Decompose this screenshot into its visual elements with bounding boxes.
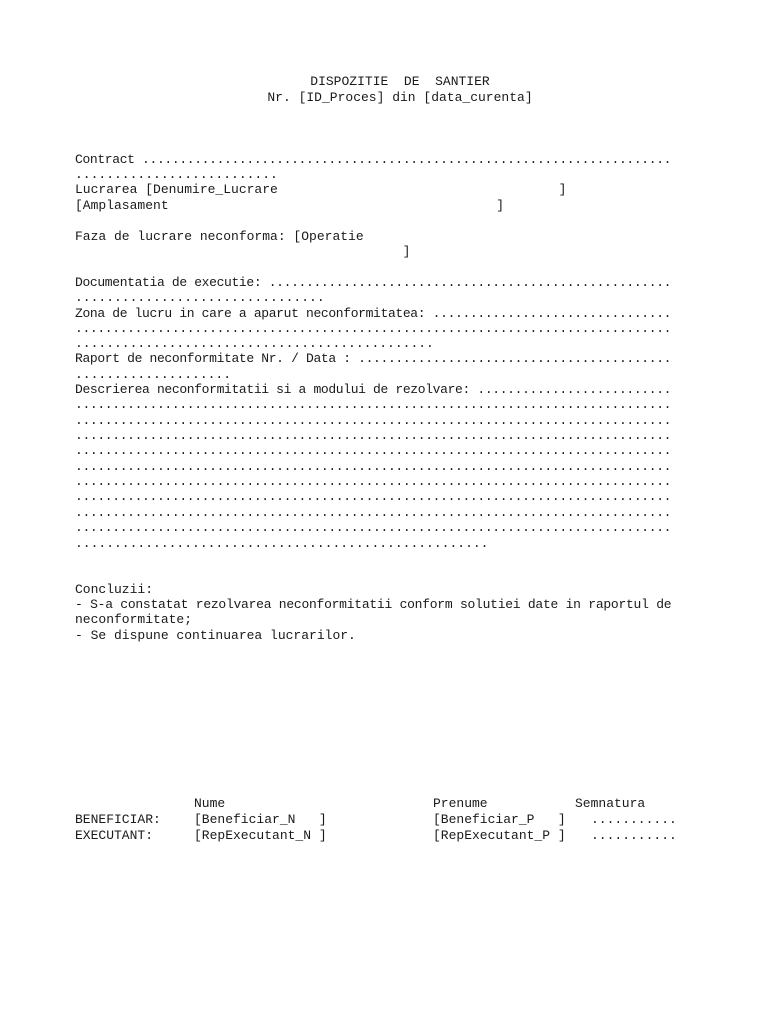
role-label: EXECUTANT: xyxy=(75,828,154,843)
descrierea-line: Descrierea neconformitatii si a modului de rezolvare: .......................... xyxy=(75,382,672,397)
header-nume: Nume xyxy=(194,796,226,811)
amplasament-field: [Amplasament ] xyxy=(75,198,505,213)
zona-lucru-line-continued: ................................................................................ xyxy=(75,321,672,336)
header-prenume: Prenume xyxy=(433,796,488,811)
faza-lucrare-field: Faza de lucrare neconforma: [Operatie xyxy=(75,229,364,244)
dotted-line: ................................................................................ xyxy=(75,520,672,535)
conclusions-heading: Concluzii: xyxy=(75,582,154,597)
dotted-line: ................................................................................ xyxy=(75,413,672,428)
signature-placeholder: ........... xyxy=(591,812,677,827)
signature-placeholder: ........... xyxy=(591,828,677,843)
dotted-line: ................................................................................ xyxy=(75,489,672,504)
prenume-field: [Beneficiar_P ] xyxy=(433,812,566,827)
dotted-line: ................................................................................ xyxy=(75,428,672,443)
header-semnatura: Semnatura xyxy=(575,796,646,811)
dotted-line: ................................................................................ xyxy=(75,443,672,458)
conclusion-item: - S-a constatat rezolvarea neconformitatii conform solutiei date in raportul de xyxy=(75,597,672,612)
dotted-line: ................................................................................ xyxy=(75,459,672,474)
raport-line-continued: .................... xyxy=(75,367,232,382)
nume-field: [RepExecutant_N ] xyxy=(194,828,327,843)
document-title: DISPOZITIE DE SANTIER xyxy=(310,74,490,89)
dotted-line: ................................................................................ xyxy=(75,474,672,489)
dotted-line: ................................................................................ xyxy=(75,505,672,520)
zona-lucru-line: Zona de lucru in care a aparut neconformitatea: ................................ xyxy=(75,306,672,321)
lucrarea-field: Lucrarea [Denumire_Lucrare ] xyxy=(75,182,567,197)
contract-line: Contract ....................................................................... xyxy=(75,152,672,167)
contract-line-continued: .......................... xyxy=(75,167,278,182)
conclusion-item-continued: neconformitate; xyxy=(75,612,193,627)
nume-field: [Beneficiar_N ] xyxy=(194,812,327,827)
faza-lucrare-field-close: ] xyxy=(75,244,411,259)
document-number: Nr. [ID_Proces] din [data_curenta] xyxy=(267,90,533,105)
dotted-line: ................................................................................ xyxy=(75,397,672,412)
documentatia-line-continued: ................................ xyxy=(75,290,325,305)
dotted-line-end: ..................................................... xyxy=(75,536,489,551)
prenume-field: [RepExecutant_P ] xyxy=(433,828,566,843)
conclusion-item: - Se dispune continuarea lucrarilor. xyxy=(75,628,356,643)
role-label: BENEFICIAR: xyxy=(75,812,161,827)
raport-line: Raport de neconformitate Nr. / Data : .......................................... xyxy=(75,351,672,366)
documentatia-line: Documentatia de executie: ...................................................... xyxy=(75,275,672,290)
zona-lucru-line-end: .............................................. xyxy=(75,336,434,351)
